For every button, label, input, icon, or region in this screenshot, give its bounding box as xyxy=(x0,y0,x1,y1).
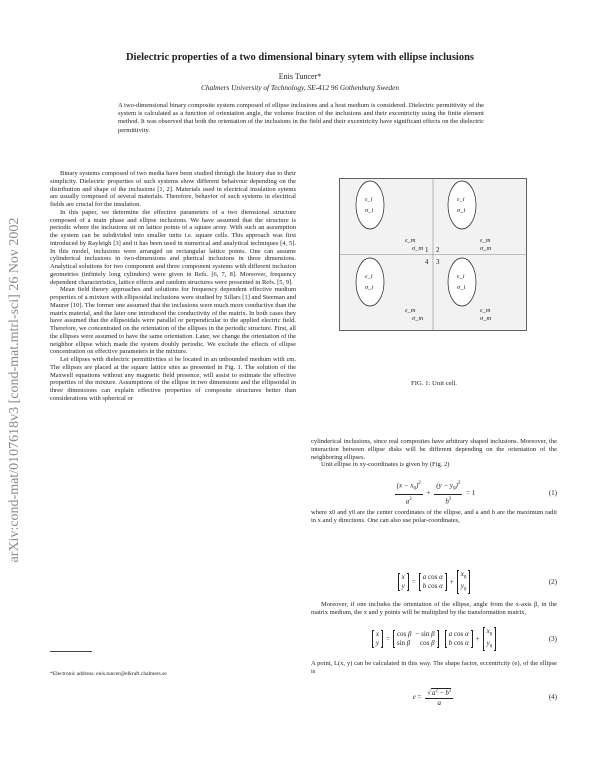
ellipse-inclusion-tr xyxy=(448,181,476,229)
label-sigma-i-tl: σ_i xyxy=(365,207,374,214)
equation-3-number: (3) xyxy=(548,635,557,643)
label-sigma-i-br: σ_i xyxy=(457,284,466,291)
label-eps-m-tr: ε_m xyxy=(480,237,491,244)
label-eps-m-br: ε_m xyxy=(480,307,491,314)
ellipse-inclusion-tl xyxy=(356,181,384,229)
label-eps-i-bl: ε_i xyxy=(365,273,373,280)
ellipse-inclusion-br xyxy=(448,258,476,306)
equation-1: $\frac{(x - x_0)^2}{a^2}$ + $\frac{(y - y_0)^2}{b^2}$ = 1 (1) xyxy=(396,481,557,506)
label-eps-i-br: ε_i xyxy=(457,273,465,280)
left-paragraph-1: Binary systems composed of two media have been studied through the history due to their simplicity. Dielectric properties of such systems show different behaivour depending on the distribution and shape of the inclusions [1, 2]. Materials used in electrical insulation sytems are usually composed of several materials. Therefore, behavior of such systems in electrical fields are crucial for the insulation. xyxy=(50,170,296,208)
cell-number-4: 4 xyxy=(425,258,429,266)
abstract: A two-dimensional binary composite system composed of ellipse inclusions and a host medium is considered. Dielectric permittivity of the system is calculated as a function of orientation angle, the volume fraction of the inclusions and their excentricity using the finite element method. It was observed that both the orientation of the inclusions in the field and their excentricity have significant effects on the dielectric permittivity. xyxy=(118,102,484,134)
footnote-rule xyxy=(50,651,92,652)
label-sigma-i-bl: σ_i xyxy=(365,284,374,291)
right-paragraph-5: A point, L(x, y) can be calculated in this way. The shape factor, eccentricity (e), of the ellipse is xyxy=(311,660,557,675)
right-paragraph-1: cylinderical inclusions, since real composites have arbitrary shaped inclusions. Moreover, the interaction between ellipse disks will be different depending on the orientation of the neighboring ellipses. Unit ellipse in xy-coordinates is given by (Fig. 2) xyxy=(311,438,557,469)
cell-number-1: 1 xyxy=(425,246,429,254)
label-eps-m-bl: ε_m xyxy=(405,307,416,314)
equation-4: e = $\frac{√a^2 - b^2}{a}$ (4) xyxy=(412,688,557,707)
left-paragraph-2: In this paper, we determine the effective parameters of a two diemsional structure composed of a main phase and ellipse inclusions. We have assumed that the structure is periodic where the inclusions sit on lattice points of a square array. With such an assumption the system can be subdivided into smaller units i.e. square cells. This approach was first introduced by Rayleigh [3] and it has been used in numerical and analytical techniques [4, 5]. In this model, inclusions were arranged on rectangular lattice points. One can assume cylinderical inclusions in two-dimensions and pherical inclusions in three dimensions. Analytical solutions for two component and three component systems with different inclusion geometries (infintely long cylinders) were given in Refs. [6, 7, 8]. Moreover, frequency dependent characteristics, lattice effects and random structures were presented in Refs. [5, 9]. xyxy=(50,208,296,286)
label-eps-i-tr: ε_i xyxy=(457,196,465,203)
equation-4-number: (4) xyxy=(548,693,557,701)
cell-number-2: 2 xyxy=(436,246,440,254)
left-column xyxy=(50,170,296,403)
unit-cell-figure xyxy=(339,178,527,331)
cell-number-3: 3 xyxy=(436,258,440,266)
label-sigma-m-bl: σ_m xyxy=(412,315,424,322)
label-eps-i-tl: ε_i xyxy=(365,196,373,203)
equation-2-number: (2) xyxy=(548,578,557,586)
label-sigma-m-tr: σ_m xyxy=(480,245,492,252)
right-paragraph-4: Moreover, if one includes the orientation of the ellipse, angle from the x-axis β, in the matrix medium, the x and y points will be multiplied by the transformation matrix, xyxy=(311,601,557,616)
left-paragraph-3: Mean field theory approaches and solutions for frequency dependent effective medium properties of a mixture with ellipsoidal inclusions were studied by Sillars [1] and Steeman and Maurer [10]. The former one assumed that the inclusions were much more conductive than the matrix material, and the later one introduced the conductivity of the matrix. In both cases they have assumed that the ellipsoidals were parallel or perpendicular to the applied electric field. Therefore, we concentrated on the orientation of the ellipses in the periodic structure. First, all the ellipses were assumed to have the same orientation. Later, we change the orientation of the neighbor ellipse which made the system doubly periodic. We exclude the effects of ellipse concentration on effective parameters in the mixture. xyxy=(50,286,296,356)
right-paragraph-3: where x0 and y0 are the center coordinates of the ellipse, and a and b are the maximum radii in x and y directions. One can also use polar-coordinates, xyxy=(311,509,557,524)
right-paragraph-2: Unit ellipse in xy-coordinates is given by (Fig. 2) xyxy=(321,461,450,469)
label-sigma-m-tl: σ_m xyxy=(412,245,424,252)
affiliation: Chalmers University of Technology, SE-412 96 Gothenburg Sweden xyxy=(200,83,400,92)
equation-3: x y = cos β − sin β sin β cos β a cos α b cos α + $x_0$ $y_0$ (3) xyxy=(311,625,557,653)
label-sigma-i-tr: σ_i xyxy=(457,207,466,214)
left-paragraph-4: Let ellipses with dielectric permittivities εi be located in an unbounded medium with εm. The ellipses are placed at the square lattice sites as presented in Fig. 1. The solution of the Maxwell equations without any magnetic field presence, will assist to estimate the effective properties of the mixture. Assumptions of the ellipse in two dimensions and the ellipsoidal in three dimensions can explain effective properties of composite structures better than considerations with spherical or xyxy=(50,356,296,402)
equation-1-number: (1) xyxy=(548,489,557,497)
arxiv-side-label: arXiv:cond-mat/0107618v3 [cond-mat.mtrl-sci] 26 Nov 2002 xyxy=(7,217,22,563)
author: Enis Tuncer* xyxy=(278,72,322,81)
figure-caption: FIG. 1: Unit cell. xyxy=(411,380,457,387)
equation-2: x y = a cos α b cos α + $x_0$ $y_0$ (2) xyxy=(311,568,557,596)
label-eps-m-tl: ε_m xyxy=(405,237,416,244)
label-sigma-m-br: σ_m xyxy=(480,315,492,322)
ellipse-inclusion-bl xyxy=(356,258,384,306)
footnote: *Electronic address: enis.tuncer@elkraft.chalmers.se xyxy=(50,671,167,677)
paper-title: Dielectric properties of a two dimensional binary sytem with ellipse inclusions xyxy=(125,52,475,63)
